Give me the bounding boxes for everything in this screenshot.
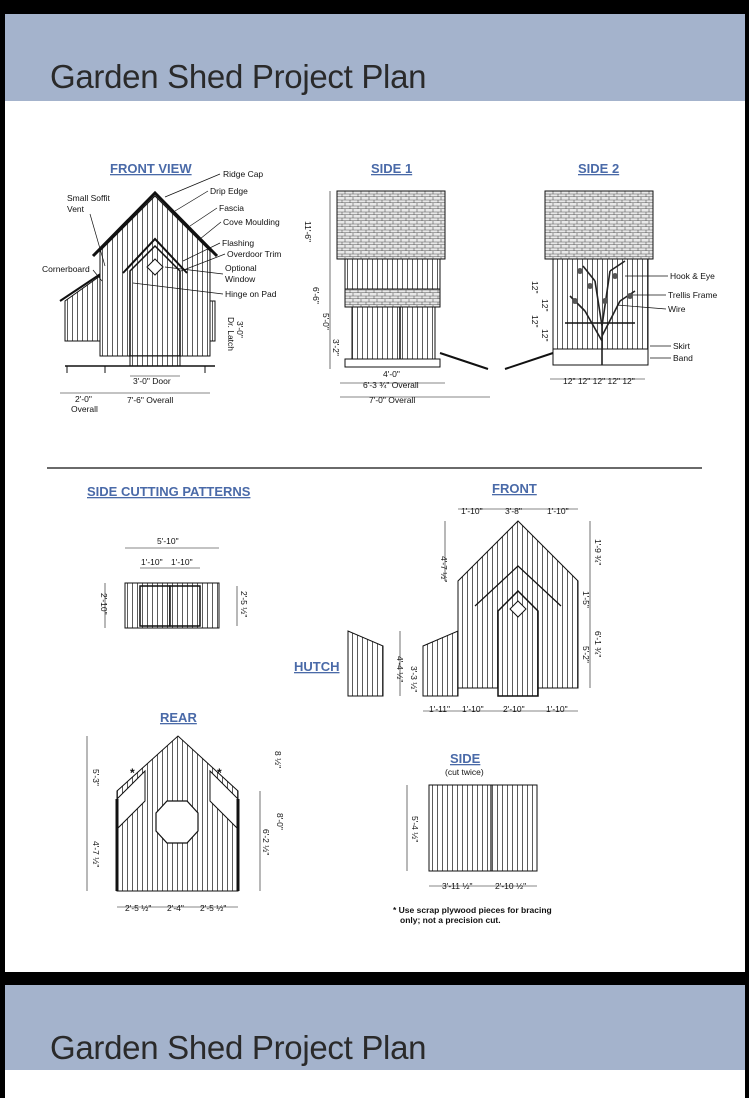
side2-v3: 12" [530, 315, 540, 328]
side1-h4: 3'-2" [331, 339, 341, 356]
front-l1: 4'-7 ½" [439, 556, 449, 583]
overall-a: 2'-0" [75, 394, 92, 404]
note-line-1: * Use scrap plywood pieces for bracing [393, 905, 552, 915]
plan-sheet [5, 101, 745, 972]
rear-heading: REAR [160, 710, 197, 725]
side1-h3: 5'-0" [321, 313, 331, 330]
cut-w2: 1'-10" [171, 557, 193, 567]
side2-v4: 12" [540, 329, 550, 342]
rear-r2: 8'-0" [275, 813, 285, 830]
trellis-label: Trellis Frame [668, 290, 718, 300]
fascia-label: Fascia [219, 203, 245, 213]
hutch-l1: 4'-4 ½" [395, 656, 405, 683]
rear-b2: 2'-4" [167, 903, 184, 913]
front-heading: FRONT [492, 481, 537, 496]
cut-w1: 1'-10" [141, 557, 163, 567]
flashing-label: Flashing [222, 238, 255, 248]
page-title: Garden Shed Project Plan [50, 58, 427, 95]
cut-h: 2'-10" [99, 593, 109, 615]
cove-moulding-label: Cove Moulding [223, 217, 280, 227]
front-t1: 1'-10" [461, 506, 483, 516]
rear-l1: 5'-3" [91, 769, 101, 786]
side1-w1: 4'-0" [383, 369, 400, 379]
plan-drawing [5, 101, 745, 972]
drip-edge-label: Drip Edge [210, 186, 248, 196]
wire-label: Wire [668, 304, 686, 314]
side2-heading: SIDE 2 [578, 161, 620, 176]
side-pattern-drawing [407, 785, 537, 886]
front-b1: 1'-11" [429, 704, 451, 714]
optional-label: Optional [225, 263, 257, 273]
front-b2: 1'-10" [462, 704, 484, 714]
cut-w: 5'-10" [157, 536, 179, 546]
side2-bottom: 12" 12" 12" 12" 12" [563, 376, 635, 386]
front-view-heading: FRONT VIEW [110, 161, 192, 176]
front-r1: 1'-9 ¾" [593, 539, 603, 566]
front-view-drawing [60, 193, 217, 373]
hinge-label: Hinge on Pad [225, 289, 277, 299]
rear-b1: 2'-5 ½" [125, 903, 152, 913]
side1-heading: SIDE 1 [371, 161, 413, 176]
overall-b: Overall [71, 404, 98, 414]
front-r2: 1'-5" [581, 591, 591, 608]
next-sheet [5, 1070, 745, 1098]
latch-dim: 3'-0" [235, 321, 245, 338]
side-cutting-heading: SIDE CUTTING PATTERNS [87, 484, 251, 499]
hutch-l2: 3'-3 ½" [409, 666, 419, 693]
front-r3: 6'-1 ¾" [593, 631, 603, 658]
front-pattern-drawing [348, 509, 590, 711]
overdoor-trim-label: Overdoor Trim [227, 249, 282, 259]
side1-h2: 6'-6" [311, 287, 321, 304]
front-t2: 3'-8" [505, 506, 522, 516]
note-line-2: only; not a precision cut. [400, 915, 501, 925]
footer-title: Garden Shed Project Plan [50, 1029, 427, 1066]
side2-v2: 12" [540, 299, 550, 312]
hook-label: Hook & Eye [670, 271, 715, 281]
cornerboard-label: Cornerboard [42, 264, 90, 274]
soffit-label-2: Vent [67, 204, 85, 214]
rear-l2: 4'-7 ½" [91, 841, 101, 868]
side-b1: 3'-11 ½" [442, 881, 473, 891]
side-b2: 2'-10 ½" [495, 881, 527, 891]
rear-r3: 6'-2 ½" [261, 829, 271, 856]
rear-drawing [87, 736, 260, 907]
window-label: Window [225, 274, 256, 284]
header-band [5, 14, 745, 101]
soffit-label-1: Small Soffit [67, 193, 110, 203]
overall-c: 7'-6" Overall [127, 395, 174, 405]
side-heading: SIDE [450, 751, 481, 766]
svg-text:*: * [130, 766, 135, 780]
side-h: 5'-4 ½" [410, 816, 420, 843]
front-b3: 2'-10" [503, 704, 525, 714]
side1-h1: 11'-6" [303, 221, 313, 243]
side1-w2: 6'-3 ¾" Overall [363, 380, 419, 390]
rear-b3: 2'-5 ½" [200, 903, 227, 913]
side1-w3: 7'-0" Overall [369, 395, 416, 405]
side-subheading: (cut twice) [445, 767, 484, 777]
front-r4: 5'-2" [581, 646, 591, 663]
side2-drawing [505, 191, 653, 379]
door-dim: 3'-0" Door [133, 376, 171, 386]
ridge-cap-label: Ridge Cap [223, 169, 264, 179]
side1-drawing [330, 191, 490, 397]
front-t3: 1'-10" [547, 506, 569, 516]
rear-r1: 8 ½" [273, 751, 283, 769]
footer-band [5, 985, 745, 1070]
latch-dim-2: Dr. Latch [226, 317, 236, 352]
front-b4: 1'-10" [546, 704, 568, 714]
side2-v1: 12" [530, 281, 540, 294]
band-label: Band [673, 353, 693, 363]
svg-text:*: * [217, 766, 222, 780]
skirt-label: Skirt [673, 341, 690, 351]
hutch-heading: HUTCH [294, 659, 340, 674]
cut-h2: 2'-5 ½" [239, 591, 249, 618]
